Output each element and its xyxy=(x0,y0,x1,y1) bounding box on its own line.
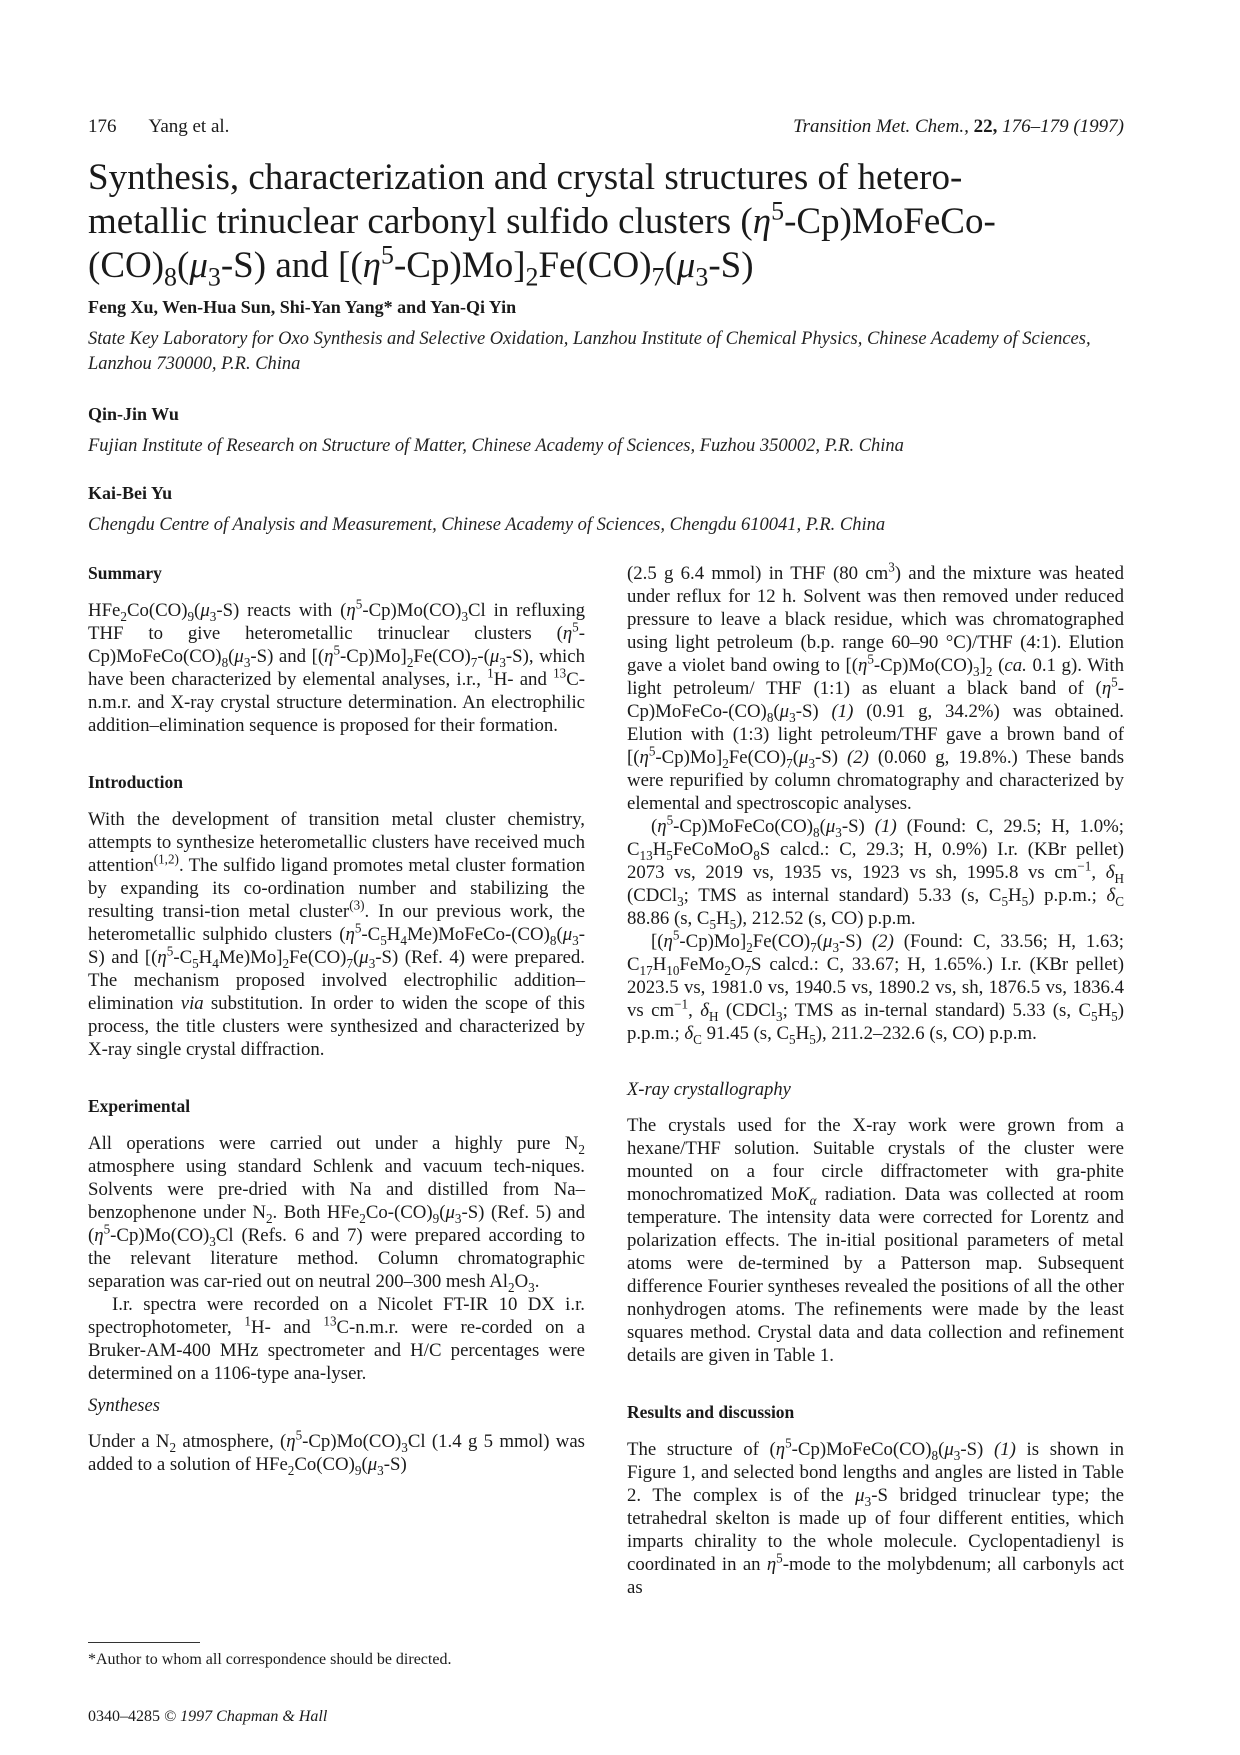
issn-code: 0340–4285 xyxy=(88,1708,160,1725)
running-head-left xyxy=(88,116,229,138)
journal-volume: 22, xyxy=(973,116,998,137)
copyright: © 1997 Chapman & Hall xyxy=(164,1708,328,1725)
author-names: Qin-Jin Wu xyxy=(88,404,179,424)
page-number: 176 xyxy=(88,116,117,137)
section-heading-summary: Summary xyxy=(88,563,162,583)
section-heading-experimental: Experimental xyxy=(88,1096,191,1116)
footnote-rule xyxy=(88,1642,200,1643)
section-heading-results: Results and discussion xyxy=(627,1402,795,1422)
author-block-3 xyxy=(88,482,1124,538)
author-affiliation: Chengdu Centre of Analysis and Measurement, Chinese Academy of Sciences, Chengdu 610041, P.R. China xyxy=(88,515,886,535)
article-title xyxy=(88,156,1124,292)
journal-name: Transition Met. Chem., xyxy=(793,116,969,137)
subsection-heading-xray: X-ray crystallography xyxy=(627,1080,791,1100)
running-head xyxy=(88,116,1124,140)
compound-1-data: $(\eta^5-Cp)MoFeCo(CO)_8(\mu_3-S)$ (1) (Found: C, 29.5; H, 1.0%; $C_{13}H_5FeCoMoO_8S$ calcd.: C, 29.3; H, 0.9%) I.r. (KBr pellet) 2073 vs, 2019 vs, 1935 vs, 1923 vs sh, 1995.8 vs $cm^{-1}$, $\delta_H$ (CDCl$_3$; TMS as internal standard) 5.33 (s, $C_5H_5$) p.p.m.; $\delta_C$ 88.86 (s, $C_5H_5$), 212.52 (s, CO) p.p.m. xyxy=(627,812,1125,932)
author-block-1 xyxy=(88,296,1124,377)
summary-paragraph: $HFe_2Co(CO)_9(\mu_3-S)$ reacts with $(\eta^5-Cp)Mo(CO)_3Cl$ in refluxing THF to give heterometallic trinuclear clusters $(\eta^5-Cp)MoFeCo(CO)_8(\mu_3-S)$ and $[(\eta^5-Cp)Mo]_2Fe(CO)_7-(\mu_3-S)$, which have been characterized by elemental analyses, i.r., $^1$H- and $^{13}$C-n.m.r. and X-ray crystal structure determination. An electrophilic addition–elimination sequence is proposed for their formation. xyxy=(88,596,585,736)
compound-2-data: $[(\eta^5-Cp)Mo]_2Fe(CO)_7(\mu_3-S)$ (2) (Found: C, 33.56; H, 1.63; $C_{17}H_{10}FeMo_2O_7S$ calcd.: C, 33.67; H, 1.65%.) I.r. (KBr pellet) 2023.5 vs, 1981.0 vs, 1940.5 vs, 1890.2 vs, sh, 1876.5 vs, 1836.4 vs $cm^{-1}$, $\delta_H$ (CDCl$_3$; TMS as in-ternal standard) 5.33 (s, $C_5H_5$) p.p.m.; $\delta_C$ 91.45 (s, $C_5H_5$), 211.2–232.6 (s, CO) p.p.m. xyxy=(627,927,1125,1047)
experimental-paragraph-2: I.r. spectra were recorded on a Nicolet FT-IR 10 DX i.r. spectrophotometer, $^1$H- and $^{13}$C-n.m.r. were re-corded on a Bruker-AM-400 MHz spectrometer and H/C percentages were determined on a 1106-type ana-lyser. xyxy=(88,1294,585,1384)
experimental-paragraph-1: All operations were carried out under a highly pure $N_2$ atmosphere using standard Schlenk and vacuum tech-niques. Solvents were pre-dried with Na and distilled from Na–benzophenone under $N_2$. Both $HFe_2Co-(CO)_9(\mu_3-S)$ (Ref. 5) and $(\eta^5-Cp)Mo(CO)_3Cl$ (Refs. 6 and 7) were prepared according to the relevant literature method. Column chromatographic separation was car-ried out on neutral 200–300 mesh $Al_2O_3$. xyxy=(88,1133,585,1295)
right-column xyxy=(627,559,1125,1599)
author-block-2 xyxy=(88,403,1124,459)
title-line-3: $(CO)_8(\mu_3-S)$ and $[(\eta^5-Cp)Mo]_2Fe(CO)_7(\mu_3-S)$ xyxy=(88,240,754,292)
author-names: Kai-Bei Yu xyxy=(88,483,173,503)
issn-line xyxy=(88,1708,327,1726)
title-line-1: Synthesis, characterization and crystal structures of hetero- xyxy=(88,157,963,198)
section-heading-introduction: Introduction xyxy=(88,772,183,792)
author-affiliation: State Key Laboratory for Oxo Synthesis and Selective Oxidation, Lanzhou Institute of Chemical Physics, Chinese Academy of Sciences, Lanzhou 730000, P.R. China xyxy=(88,329,1091,374)
subsection-heading-syntheses: Syntheses xyxy=(88,1396,160,1416)
title-line-2: metallic trinuclear carbonyl sulfido clusters $(\eta^5-Cp)MoFeCo-$ xyxy=(88,196,996,242)
journal-pages: 176–179 (1997) xyxy=(1002,116,1124,137)
footnote: *Author to whom all correspondence should be directed. xyxy=(88,1651,452,1668)
syntheses-paragraph: Under a $N_2$ atmosphere, $(\eta^5-Cp)Mo(CO)_3Cl$ (1.4 g 5 mmol) was added to a solution of $HFe_2Co(CO)_9(\mu_3-S)$ xyxy=(88,1427,585,1478)
introduction-paragraph: With the development of transition metal cluster chemistry, attempts to synthesize heterometallic clusters have received much attention$^{(1,2)}$. The sulfido ligand promotes metal cluster formation by expanding its co-ordination number and stabilizing the resulting transi-tion metal cluster$^{(3)}$. In our previous work, the heterometallic sulphido clusters $(\eta^5-C_5H_4Me)MoFeCo-(CO)_8(\mu_3-S)$ and $[(\eta^5-C_5H_4Me)Mo]_2Fe(CO)_7(\mu_3-S)$ (Ref. 4) were prepared. The mechanism proposed involved electrophilic addition–elimination via substitution. In order to widen the scope of this process, the title clusters were synthesized and characterized by X-ray single crystal diffraction. xyxy=(88,809,585,1060)
left-column xyxy=(88,562,585,1476)
running-head-right xyxy=(793,116,1124,138)
author-names: Feng Xu, Wen-Hua Sun, Shi-Yan Yang* and Yan-Qi Yin xyxy=(88,297,517,317)
syntheses-continued-paragraph: (2.5 g 6.4 mmol) in THF (80 $cm^3$) and the mixture was heated under reflux for 12 h. Solvent was then removed under reduced pressure to leave a black residue, which was chromatographed using light petroleum (b.p. range 60–90 °C)/THF (4:1). Elution gave a violet band owing to $[(\eta^5-Cp)Mo(CO)_3]_2$ (ca. 0.1 g). With light petroleum/ THF (1:1) as eluant a black band of $(\eta^5-Cp)MoFeCo-(CO)_8(\mu_3-S)$ (1) (0.91 g, 34.2%) was obtained. Elution with (1:3) light petroleum/THF gave a brown band of $[(\eta^5-Cp)Mo]_2Fe(CO)_7(\mu_3-S)$ (2) (0.060 g, 19.8%.) These bands were repurified by column chromatography and characterized by elemental and spectroscopic analyses. xyxy=(627,559,1125,814)
author-affiliation: Fujian Institute of Research on Structure of Matter, Chinese Academy of Sciences, Fuzhou 350002, P.R. China xyxy=(88,436,904,456)
author-short: Yang et al. xyxy=(148,116,230,137)
xray-paragraph: The crystals used for the X-ray work were grown from a hexane/THF solution. Suitable crystals of the cluster were mounted on a four circle diffractometer with gra-phite monochromatized MoK$_\alpha$ radiation. Data was collected at room temperature. The intensity data were corrected for Lorentz and polarization effects. The in-itial positional parameters of metal atoms were de-termined by a Patterson map. Subsequent difference Fourier syntheses revealed the positions of all the other nonhydrogen atoms. The refinements were made by the least squares method. Crystal data and data collection and refinement details are given in Table 1. xyxy=(627,1115,1124,1366)
results-paragraph: The structure of $(\eta^5-Cp)MoFeCo(CO)_8(\mu_3-S)$ (1) is shown in Figure 1, and selected bond lengths and angles are listed in Table 2. The complex is of the $\mu_3-S$ bridged trinuclear type; the tetrahedral skelton is made up of four different entities, which imparts chirality to the whole molecule. Cyclopentadienyl is coordinated in an $\eta^5$-mode to the molybdenum; all carbonyls act as xyxy=(627,1435,1124,1598)
